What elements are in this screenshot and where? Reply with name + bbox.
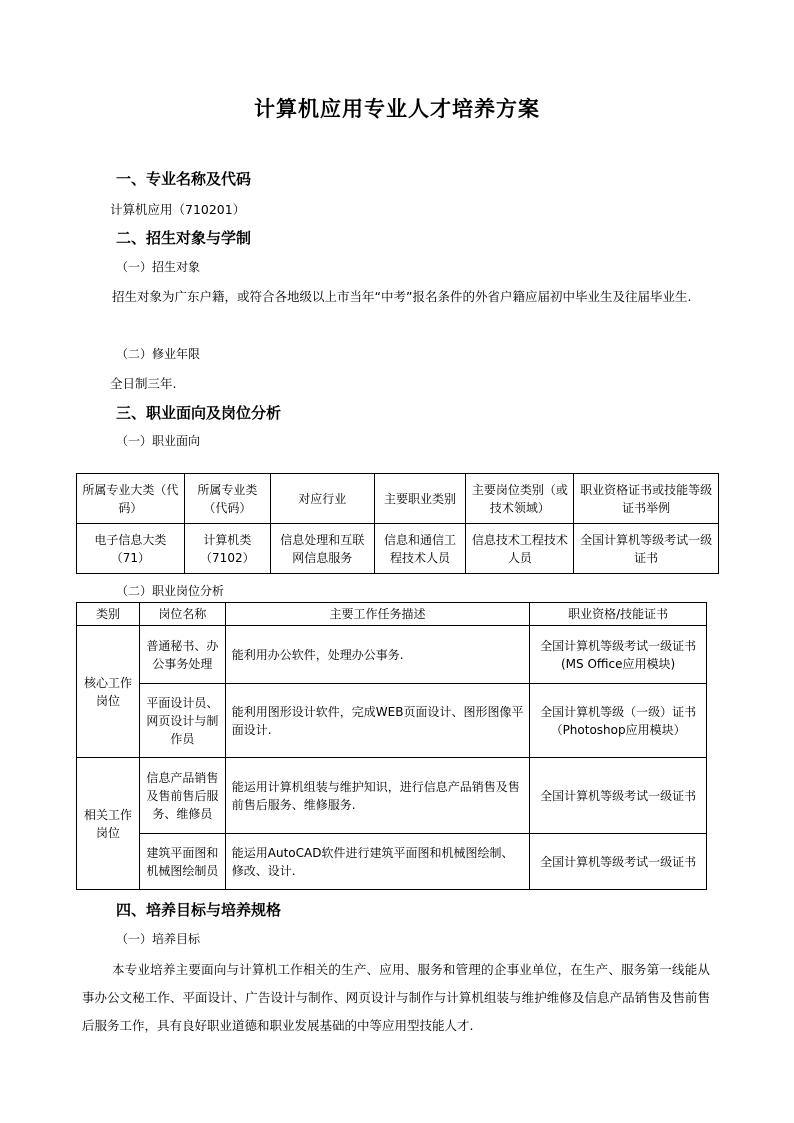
- career-orientation-table: [76, 473, 719, 574]
- table-header-cell: 所属专业大类（代码）: [77, 474, 185, 524]
- table-row: [77, 626, 707, 684]
- task-cell: 能利用办公软件，处理办公事务.: [225, 626, 529, 684]
- major-code-text: 计算机应用（710201）: [110, 202, 246, 217]
- table-row: [77, 758, 707, 834]
- table-row: [77, 834, 707, 890]
- page-title: 计算机应用专业人才培养方案: [254, 97, 540, 121]
- table-header-row: [77, 474, 719, 524]
- table-header-cell: 主要工作任务描述: [225, 603, 529, 626]
- section-3-heading: 三、职业面向及岗位分析: [116, 404, 282, 422]
- table-header-cell: 主要职业类别: [374, 474, 466, 524]
- section-3-sub-2: （二）职业岗位分析: [116, 584, 225, 598]
- table-header-cell: 对应行业: [270, 474, 374, 524]
- job-name-cell: 平面设计员、网页设计与制作员: [139, 684, 225, 758]
- table-cell: 全国计算机等级考试一级证书: [574, 524, 719, 574]
- cert-cell: 全国计算机等级考试一级证书: [530, 758, 707, 834]
- table-header-cell: 职业资格/技能证书: [530, 603, 707, 626]
- cert-cell: 全国计算机等级考试一级证书: [530, 834, 707, 890]
- cert-cell: 全国计算机等级考试一级证书(MS Office应用模块): [530, 626, 707, 684]
- table-header-cell: 岗位名称: [139, 603, 225, 626]
- category-cell: 核心工作岗位: [77, 626, 140, 758]
- table-header-cell: 主要岗位类别（或技术领域）: [466, 474, 574, 524]
- cert-cell: 全国计算机等级（一级）证书（Photoshop应用模块）: [530, 684, 707, 758]
- section-4-sub-1: （一）培养目标: [116, 932, 201, 946]
- task-cell: 能运用AutoCAD软件进行建筑平面图和机械图绘制、修改、设计.: [225, 834, 529, 890]
- task-cell: 能运用计算机组装与维护知识，进行信息产品销售及售前售后服务、维修服务.: [225, 758, 529, 834]
- section-4-heading: 四、培养目标与培养规格: [116, 901, 282, 919]
- training-goal-paragraph: 本专业培养主要面向与计算机工作相关的生产、应用、服务和管理的企事业单位，在生产、服务第一线能从事办公文秘工作、平面设计、广告设计与制作、网页设计与制作与计算机组装与维护维修及信息产品销售及售前售后服务工作，具有良好职业道德和职业发展基础的中等应用型技能人才.: [82, 962, 710, 1033]
- job-analysis-table: [76, 602, 707, 890]
- task-cell: 能利用图形设计软件，完成WEB页面设计、图形图像平面设计.: [225, 684, 529, 758]
- table-cell: 信息和通信工程技术人员: [374, 524, 466, 574]
- job-name-cell: 建筑平面图和机械图绘制员: [139, 834, 225, 890]
- section-2-sub-1: （一）招生对象: [116, 260, 201, 274]
- job-name-cell: 普通秘书、办公事务处理: [139, 626, 225, 684]
- table-cell: 电子信息大类（71）: [77, 524, 185, 574]
- section-2-heading: 二、招生对象与学制: [116, 229, 252, 247]
- enrollment-paragraph: 招生对象为广东户籍，或符合各地级以上市当年“中考”报名条件的外省户籍应届初中毕业生及往届毕业生.: [112, 289, 692, 304]
- section-3-sub-1: （一）职业面向: [116, 434, 201, 448]
- table-header-cell: 类别: [77, 603, 140, 626]
- table-row: [77, 524, 719, 574]
- section-2-sub-2: （二）修业年限: [116, 347, 201, 361]
- category-cell: 相关工作岗位: [77, 758, 140, 890]
- table-row: [77, 684, 707, 758]
- table-cell: 计算机类（7102）: [184, 524, 270, 574]
- table-header-cell: 所属专业类（代码）: [184, 474, 270, 524]
- table-cell: 信息处理和互联网信息服务: [270, 524, 374, 574]
- table-header-cell: 职业资格证书或技能等级证书举例: [574, 474, 719, 524]
- table-cell: 信息技术工程技术人员: [466, 524, 574, 574]
- table-header-row: [77, 603, 707, 626]
- section-1-heading: 一、专业名称及代码: [116, 170, 252, 188]
- job-name-cell: 信息产品销售及售前售后服务、维修员: [139, 758, 225, 834]
- study-duration-text: 全日制三年.: [110, 376, 177, 391]
